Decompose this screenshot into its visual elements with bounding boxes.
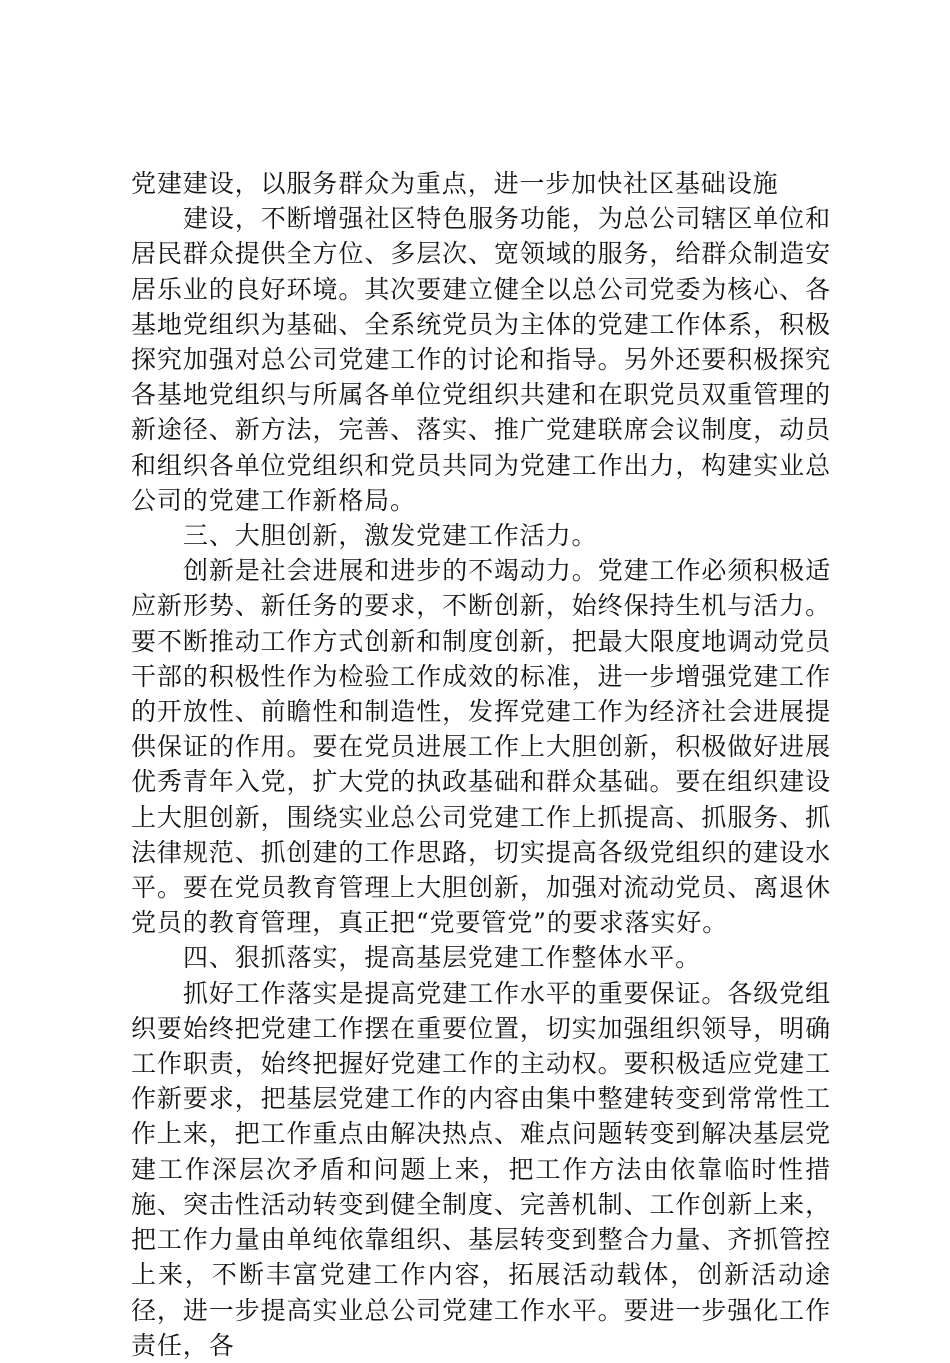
document-body bbox=[131, 166, 831, 1363]
section-heading-3: 三、大胆创新，激发党建工作活力。 bbox=[183, 521, 598, 551]
paragraph-implementation: 抓好工作落实是提高党建工作水平的重要保证。各级党组织要始终把党建工作摆在重要位置，切实加强组织领导，明确工作职责，始终把握好党建工作的主动权。要积极适应党建工作新要求，把基层党建工作的内容由集中整建转变到常常性工作上来，把工作重点由解决热点、难点问题转变到解决基层党建工作深层次矛盾和问题上来，把工作方法由依靠临时性措施、突击性活动转变到健全制度、完善机制、工作创新上来，把工作力量由单纯依靠组织、基层转变到整合力量、齐抓管控上来，不断丰富党建工作内容，拓展活动载体，创新活动途径，进一步提高实业总公司党建工作水平。要进一步强化工作责任，各 bbox=[131, 978, 831, 1360]
paragraph-continuation: 党建建设，以服务群众为重点，进一步加快社区基础设施 bbox=[131, 169, 779, 198]
paragraph-community-services: 建设，不断增强社区特色服务功能，为总公司辖区单位和居民群众提供全方位、多层次、宽领域的服务，给群众制造安居乐业的良好环境。其次要建立健全以总公司党委为核心、各基地党组织为基础、全系统党员为主体的党建工作体系，积极探究加强对总公司党建工作的讨论和指导。另外还要积极探究各基地党组织与所属各单位党组织共建和在职党员双重管理的新途径、新方法，完善、落实、推广党建联席会议制度，动员和组织各单位党组织和党员共同为党建工作出力，构建实业总公司的党建工作新格局。 bbox=[131, 204, 831, 515]
paragraph-innovation: 创新是社会进展和进步的不竭动力。党建工作必须积极适应新形势、新任务的要求，不断创新，始终保持生机与活力。要不断推动工作方式创新和制度创新，把最大限度地调动党员干部的积极性作为检验工作成效的标准，进一步增强党建工作的开放性、前瞻性和制造性，发挥党建工作为经济社会进展提供保证的作用。要在党员进展工作上大胆创新，积极做好进展优秀青年入党，扩大党的执政基础和群众基础。要在组织建设上大胆创新，围绕实业总公司党建工作上抓提高、抓服务、抓法律规范、抓创建的工作思路，切实提高各级党组织的建设水平。要在党员教育管理上大胆创新，加强对流动党员、离退休党员的教育管理，真正把“党要管党”的要求落实好。 bbox=[131, 556, 831, 938]
section-heading-4: 四、狠抓落实，提高基层党建工作整体水平。 bbox=[183, 943, 702, 973]
